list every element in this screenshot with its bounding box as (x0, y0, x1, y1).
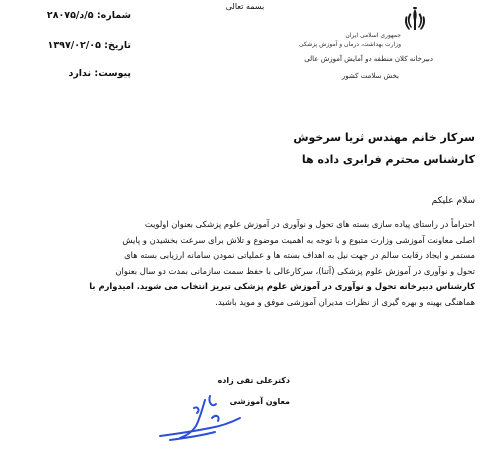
recipient-name: سرکار خانم مهندس ثریا سرخوش (293, 131, 475, 144)
iran-emblem-icon (402, 6, 428, 34)
greeting: سلام علیکم (431, 196, 475, 206)
org-line-2: وزارت بهداشت، درمان و آموزش پزشکی (298, 41, 401, 48)
body-line: کارشناس دبیرخانه تحول و نوآوری در آموزش علوم پزشکی تبریز انتخاب می شوید. امیدوارم با (89, 281, 475, 292)
bismillah-header: بسمه تعالی (225, 2, 265, 11)
letter-attachment: پیوست: ندارد (68, 68, 131, 79)
letter-date: تاریخ: ۱۳۹۷/۰۲/۰۵ (47, 40, 131, 51)
org-line-1: جمهوری اسلامی ایران (345, 32, 401, 39)
body-line: تحول و نوآوری در آموزش علوم پزشکی (آتنا)، سرکارعالی با حفظ سمت سازمانی بمدت دو سال بعنوان (115, 265, 475, 276)
letter-number: شماره: ۵/د/۲۸۰۷۵ (46, 10, 131, 21)
letter-body (45, 217, 475, 311)
body-line: مستمر و ایجاد رقابت سالم در جهت نیل به اهداف بسته ها و عملیاتی نمودن سامانه ارزیابی بسته های (124, 250, 475, 261)
body-line: احتراماً در راستای پیاده سازی بسته های تحول و نوآوری در آموزش علوم پزشکی بعنوان اولویت (144, 219, 475, 229)
department-line-2: بخش سلامت کشور (341, 72, 399, 80)
signatory-name: دکترعلی تقی زاده (217, 376, 290, 385)
department-line-1: دبیرخانه کلان منطقه دو آمایش آموزش عالی (304, 55, 433, 63)
recipient-title: کارشناس محترم فرابری داده ها (301, 153, 475, 166)
body-line: هماهنگی بهینه و بهره گیری از نظرات مدیران آموزشی موفق و موید باشید. (215, 296, 475, 307)
body-line: اصلی معاونت آموزشی وزارت متبوع و با توجه به اهمیت موضوع و تلاش برای سرعت بخشیدن و پایش (122, 234, 475, 245)
signatory-title: معاون آموزشی (229, 397, 290, 406)
